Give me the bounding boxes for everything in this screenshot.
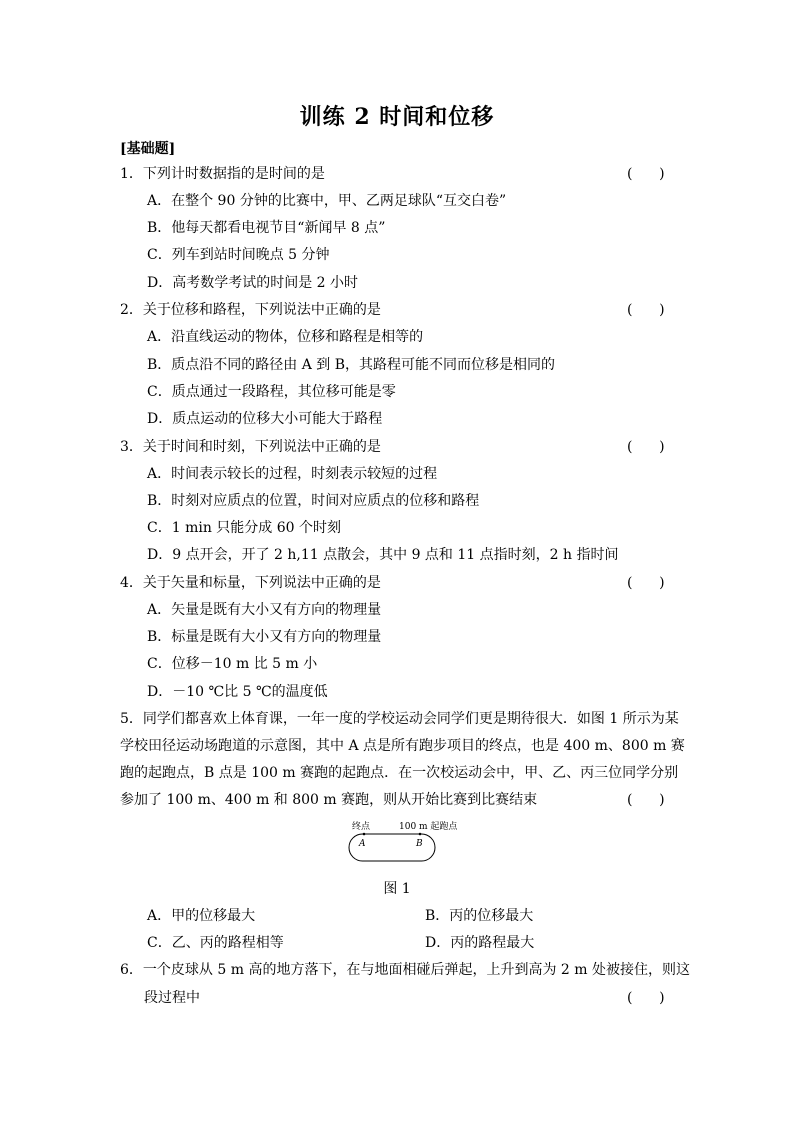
question-2-option-a: A．沿直线运动的物体，位移和路程是相等的	[147, 329, 424, 345]
question-3-option-a: A．时间表示较长的过程，时刻表示较短的过程	[147, 466, 438, 482]
question-5-option-c: C．乙、丙的路程相等	[147, 935, 284, 951]
point-b-dot	[419, 833, 422, 836]
question-3-option-c: C．1 min 只能分成 60 个时刻	[147, 520, 342, 536]
question-1-option-b: B．他每天都看电视节目“新闻早 8 点”	[147, 220, 386, 236]
question-2-option-c: C．质点通过一段路程，其位移可能是零	[147, 384, 396, 400]
question-6-line-1: 6．一个皮球从 5 m 高的地方落下，在与地面相碰后弹起，上升到高为 2 m 处被接住，则这	[120, 962, 690, 978]
question-3-stem: 3．关于时间和时刻，下列说法中正确的是	[120, 439, 381, 455]
question-5-line-2: 学校田径运动场跑道的示意图，其中 A 点是所有跑步项目的终点，也是 400 m、800 m 赛	[120, 738, 685, 754]
question-5-line-4: 参加了 100 m、400 m 和 800 m 赛跑，则从开始比赛到比赛结束	[120, 792, 538, 808]
question-5-option-a: A．甲的位移最大	[147, 908, 256, 924]
question-2-answer-blank: ( )	[627, 302, 665, 318]
page-title: 训练 2 时间和位移	[299, 104, 495, 130]
question-4-option-b: B．标量是既有大小又有方向的物理量	[147, 629, 382, 645]
question-4-answer-blank: ( )	[627, 575, 665, 591]
question-2-option-d: D．质点运动的位移大小可能大于路程	[147, 411, 383, 427]
question-4-option-d: D．－10 ℃比 5 ℃的温度低	[147, 684, 328, 700]
question-5-option-b: B．丙的位移最大	[425, 908, 534, 924]
finish-label: 终点	[352, 822, 371, 832]
figure-caption: 图 1	[383, 881, 411, 897]
question-3-option-b: B．时刻对应质点的位置，时间对应质点的位移和路程	[147, 493, 480, 509]
point-a-dot	[363, 833, 366, 836]
question-5-answer-blank: ( )	[627, 792, 665, 808]
question-1-option-d: D．高考数学考试的时间是 2 小时	[147, 275, 359, 291]
question-6-answer-blank: ( )	[627, 990, 665, 1006]
track-diagram	[346, 818, 458, 866]
start-100m-label: 100 m 起跑点	[399, 822, 458, 832]
question-5-option-d: D．丙的路程最大	[425, 935, 535, 951]
question-2-stem: 2．关于位移和路程，下列说法中正确的是	[120, 302, 381, 318]
question-3-answer-blank: ( )	[627, 439, 665, 455]
question-1-option-c: C．列车到站时间晚点 5 分钟	[147, 247, 330, 263]
question-1-stem: 1．下列计时数据指的是时间的是	[120, 166, 325, 182]
point-b-label: B	[416, 839, 423, 849]
question-6-line-2: 段过程中	[144, 990, 200, 1006]
point-a-label: A	[359, 839, 366, 849]
question-4-option-a: A．矢量是既有大小又有方向的物理量	[147, 602, 382, 618]
question-4-stem: 4．关于矢量和标量，下列说法中正确的是	[120, 575, 381, 591]
question-2-option-b: B．质点沿不同的路径由 A 到 B，其路程可能不同而位移是相同的	[147, 357, 556, 373]
question-5-line-1: 5．同学们都喜欢上体育课，一年一度的学校运动会同学们更是期待很大．如图 1 所示为某	[120, 711, 679, 727]
question-1-option-a: A．在整个 90 分钟的比赛中，甲、乙两足球队“互交白卷”	[147, 193, 507, 209]
question-1-answer-blank: ( )	[627, 166, 665, 182]
section-label: [基础题]	[120, 141, 176, 157]
question-3-option-d: D．9 点开会，开了 2 h,11 点散会，其中 9 点和 11 点指时刻，2 h 指时间	[147, 547, 619, 563]
question-4-option-c: C．位移－10 m 比 5 m 小	[147, 656, 318, 672]
question-5-line-3: 跑的起跑点，B 点是 100 m 赛跑的起跑点．在一次校运动会中，甲、乙、丙三位同学分别	[120, 765, 679, 781]
